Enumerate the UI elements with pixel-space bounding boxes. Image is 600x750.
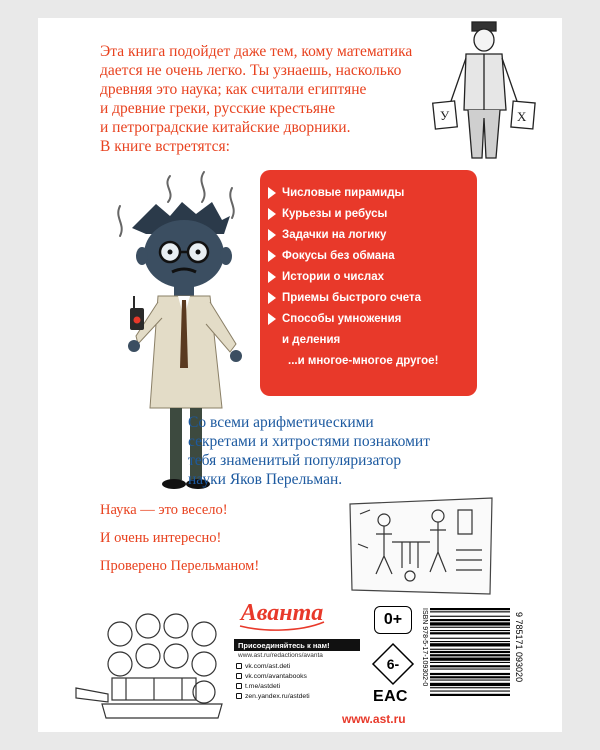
calculating-machine-illustration xyxy=(72,608,232,726)
sign-letter-u: У xyxy=(440,108,450,123)
topic-item: Истории о числах xyxy=(268,266,438,287)
outro-line: секретами и хитростями познакомит xyxy=(188,433,430,450)
barcode xyxy=(430,606,512,718)
triangle-bullet-icon xyxy=(268,271,276,283)
eac-mark: ЕАС xyxy=(373,688,408,705)
social-links xyxy=(234,639,360,701)
barcode-bar xyxy=(430,687,510,688)
publisher-logo xyxy=(234,592,330,634)
barcode-bar xyxy=(430,632,510,634)
slogan: Проверено Перельманом! xyxy=(100,558,260,574)
egyptian-relief-illustration xyxy=(346,494,496,598)
barcode-number: 9 785171 093020 xyxy=(514,612,524,683)
barcode-bar xyxy=(430,654,510,656)
topics-list xyxy=(268,182,438,371)
social-url[interactable]: www.ast.ru/redactions/avanta xyxy=(238,652,323,659)
intro-line: древняя это наука; как считали египтяне xyxy=(100,81,367,98)
topic-item: Числовые пирамиды xyxy=(268,182,438,203)
outro-line: Со всеми арифметическими xyxy=(188,414,374,431)
barcode-bar xyxy=(430,619,510,621)
triangle-bullet-icon xyxy=(268,208,276,220)
sign-man-illustration xyxy=(428,18,538,168)
topic-item: Курьезы и ребусы xyxy=(268,203,438,224)
intro-text xyxy=(100,42,450,156)
triangle-bullet-icon xyxy=(268,292,276,304)
social-join-label: Присоединяйтесь к нам! xyxy=(234,639,360,651)
topic-item: Задачки на логику xyxy=(268,224,438,245)
social-link-vk-avanta[interactable]: vk.com/avantabooks xyxy=(234,671,360,681)
barcode-bar xyxy=(430,673,510,675)
outro-line: тебя знаменитый популяризатор xyxy=(188,452,402,469)
barcode-bar xyxy=(430,608,510,610)
social-link-zen[interactable]: zen.yandex.ru/astdeti xyxy=(234,691,360,701)
barcode-bar xyxy=(430,630,510,631)
topic-item-continued: и деления xyxy=(282,333,341,346)
topic-item: Способы умножения xyxy=(268,308,438,329)
social-link-telegram[interactable]: t.me/astdeti xyxy=(234,681,360,691)
triangle-bullet-icon xyxy=(268,313,276,325)
barcode-bar xyxy=(430,627,510,628)
intro-line: Эта книга подойдет даже тем, кому математика xyxy=(100,43,413,60)
slogan: Наука — это весело! xyxy=(100,502,228,518)
barcode-bar xyxy=(430,649,510,650)
barcode-bar xyxy=(430,665,510,667)
publisher-logo-text: Аванта xyxy=(240,599,324,626)
barcode-bar xyxy=(430,680,510,681)
barcode-bar xyxy=(430,643,510,646)
sign-letter-x: Х xyxy=(517,109,527,124)
outro-line: науки Яков Перельман. xyxy=(188,471,343,488)
barcode-bar xyxy=(430,611,510,612)
barcode-bar xyxy=(430,651,510,653)
intro-line: и петроградские китайские дворники. xyxy=(100,119,351,136)
barcode-bar xyxy=(430,638,510,639)
telegram-icon xyxy=(236,683,242,689)
isbn-text: ISBN 978-5-17-109302-0 xyxy=(421,608,428,687)
book-back-cover xyxy=(38,18,562,732)
intro-line: В книге встретятся: xyxy=(100,138,230,155)
barcode-number-wrap xyxy=(514,612,526,722)
barcode-bar xyxy=(430,694,510,696)
barcode-bar xyxy=(430,691,510,692)
topic-more: ...и многое-многое другое! xyxy=(288,354,439,367)
barcode-bar xyxy=(430,616,510,617)
website-link[interactable]: www.ast.ru xyxy=(342,712,406,726)
vk-icon xyxy=(236,663,242,669)
barcode-bar xyxy=(430,676,510,678)
outro-text xyxy=(188,413,430,489)
age-rating-diamond-text: 6- xyxy=(386,656,400,672)
barcode-bar xyxy=(430,669,510,670)
triangle-bullet-icon xyxy=(268,250,276,262)
topic-item: Фокусы без обмана xyxy=(268,245,438,266)
vk-icon xyxy=(236,673,242,679)
triangle-bullet-icon xyxy=(268,187,276,199)
age-rating-diamond xyxy=(371,642,415,686)
intro-line: и древние греки, русские крестьяне xyxy=(100,100,336,117)
barcode-bar xyxy=(430,658,510,661)
topic-item: Приемы быстрого счета xyxy=(268,287,438,308)
barcode-bar xyxy=(430,622,510,625)
triangle-bullet-icon xyxy=(268,229,276,241)
social-link-vk-ast[interactable]: vk.com/ast.deti xyxy=(234,661,360,671)
barcode-bar xyxy=(430,683,510,686)
barcode-bar xyxy=(430,662,510,663)
intro-line: дается не очень легко. Ты узнаешь, насколько xyxy=(100,62,402,79)
topics-box xyxy=(260,170,477,396)
barcode-bar xyxy=(430,641,510,642)
zen-icon xyxy=(236,693,242,699)
age-rating-badge: 0+ xyxy=(374,606,412,634)
slogan: И очень интересно! xyxy=(100,530,222,546)
